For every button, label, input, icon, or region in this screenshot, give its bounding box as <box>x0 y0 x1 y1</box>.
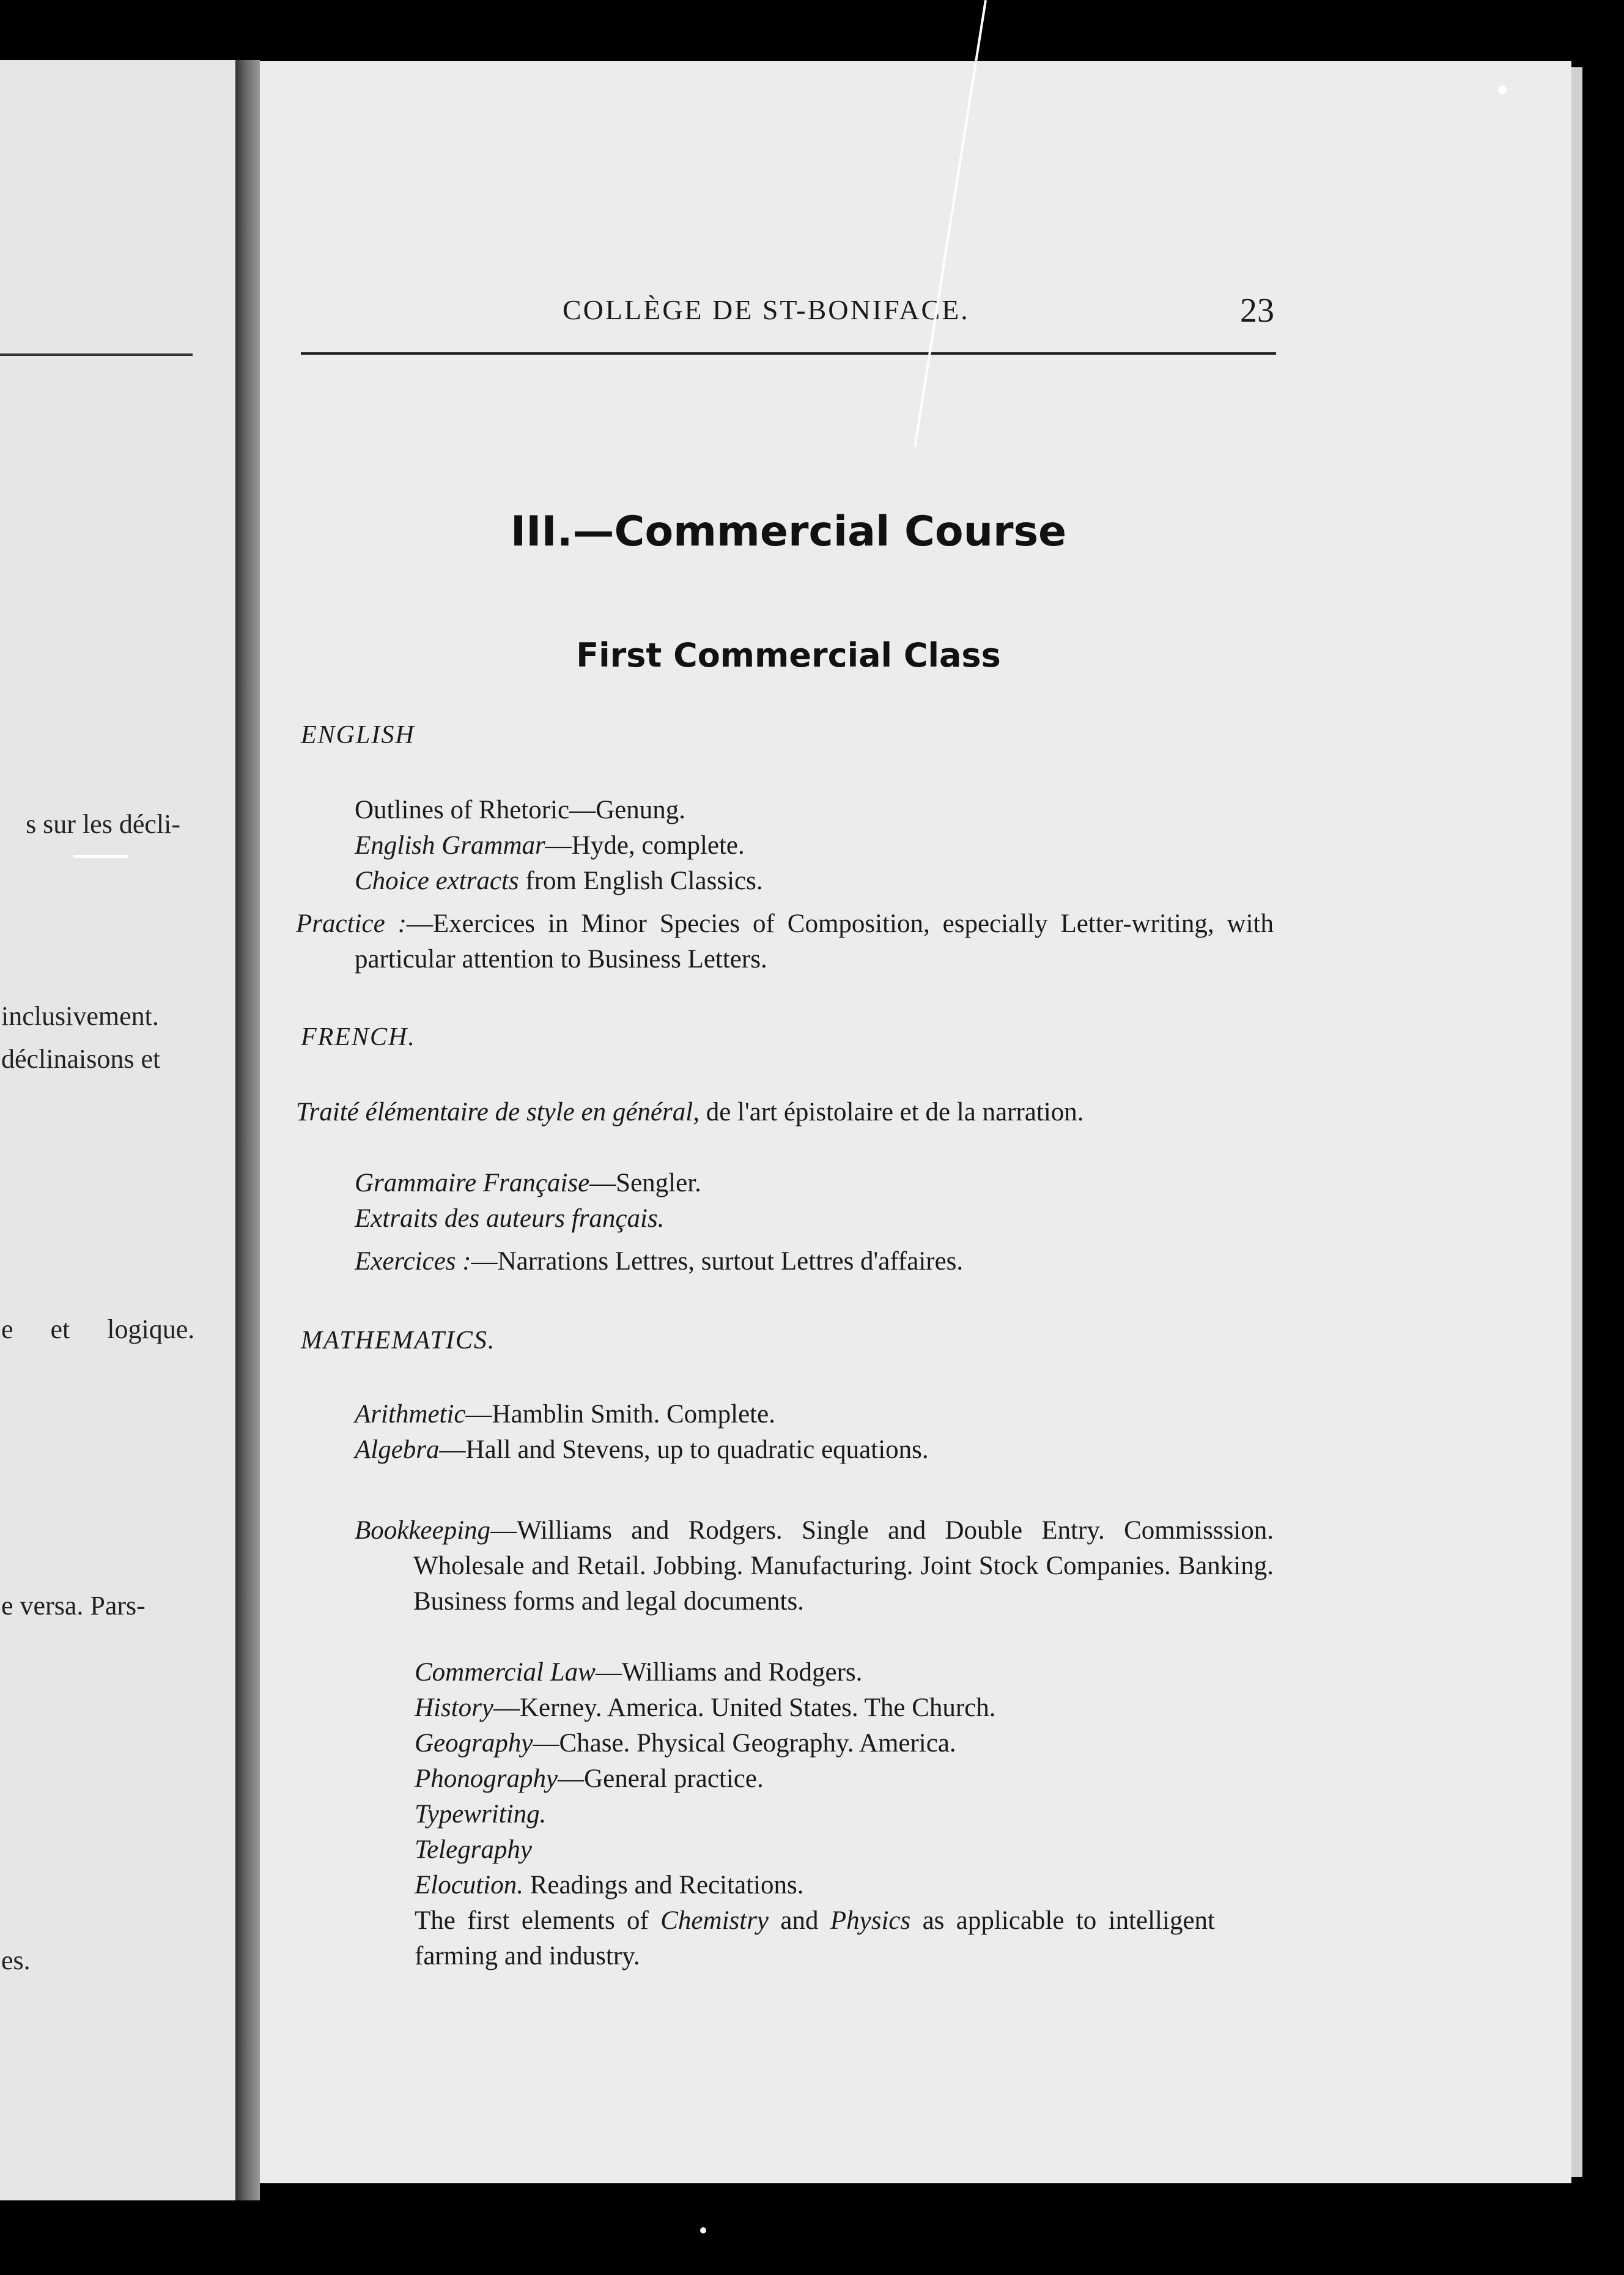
geography-line <box>415 1726 956 1761</box>
typewriting-line <box>415 1797 546 1832</box>
running-head: COLLÈGE DE ST-BONIFACE. <box>563 294 970 325</box>
facing-page-fragment: inclusivement. <box>1 1001 159 1031</box>
facing-page-fragment: e et logique. <box>1 1314 195 1344</box>
text: as applicable to intelligent farming and industry. <box>415 1906 1215 1970</box>
text: —Sengler. <box>589 1169 701 1197</box>
english-practice-paragraph <box>296 906 1274 977</box>
facing-page-fragment: déclinaisons et <box>1 1044 161 1074</box>
english-grammar-line <box>355 828 745 864</box>
subject-label: Phonography <box>415 1764 558 1793</box>
subject-label: Telegraphy <box>415 1835 532 1864</box>
english-heading: ENGLISH <box>301 721 415 749</box>
french-style-paragraph <box>296 1095 1274 1130</box>
subject-label: Physics <box>830 1906 911 1935</box>
subject-label: Chemistry <box>660 1906 769 1935</box>
page-title: III.—Commercial Course <box>510 508 1067 556</box>
text: from English Classics. <box>519 867 763 895</box>
text: —Williams and Rodgers. <box>595 1658 863 1687</box>
page-edge <box>1571 67 1582 2177</box>
mathematics-heading: MATHEMATICS. <box>301 1326 496 1355</box>
text: Outlines of Rhetoric—Genung. <box>355 796 685 824</box>
sciences-paragraph <box>415 1903 1215 1974</box>
subject-label: Extraits des auteurs français. <box>355 1204 665 1233</box>
french-heading: FRENCH. <box>301 1023 416 1051</box>
english-extracts-line <box>355 864 763 899</box>
french-grammar-line <box>355 1166 701 1201</box>
text: The first elements of <box>415 1906 661 1935</box>
book-binding <box>235 60 260 2200</box>
facing-page-fragment: e versa. Pars- <box>1 1591 146 1621</box>
text: —Hyde, complete. <box>545 831 745 860</box>
text: and <box>769 1906 830 1935</box>
scan-scratch <box>73 855 128 858</box>
section-subtitle: First Commercial Class <box>576 636 1001 675</box>
elocution-line <box>415 1868 804 1903</box>
telegraphy-line <box>415 1832 532 1868</box>
french-exercices-line <box>355 1244 963 1279</box>
header-rule <box>301 352 1276 355</box>
text: Readings and Recitations. <box>523 1871 804 1900</box>
subject-label: Elocution. <box>415 1871 523 1900</box>
text: —Kerney. America. United States. The Church. <box>493 1693 996 1722</box>
subject-label: Commercial Law <box>415 1658 596 1687</box>
subject-label: Practice : <box>296 909 407 938</box>
french-extracts-line <box>355 1201 664 1237</box>
page-number: 23 <box>1240 292 1274 330</box>
subject-label: History <box>415 1693 493 1722</box>
commercial-law-line <box>415 1655 862 1690</box>
subject-label: Typewriting. <box>415 1800 547 1829</box>
subject-label: Choice extracts <box>355 867 519 895</box>
english-rhetoric-line <box>355 793 685 828</box>
facing-page-fragment: s sur les décli- <box>26 809 180 839</box>
subject-label: Bookkeeping <box>355 1516 491 1545</box>
text: —Hamblin Smith. Complete. <box>465 1400 775 1429</box>
subject-label: Exercices : <box>355 1247 471 1276</box>
phonography-line <box>415 1761 764 1797</box>
text: de l'art épistolaire et de la narration. <box>699 1098 1084 1126</box>
facing-page <box>0 60 235 2200</box>
text: —Chase. Physical Geography. America. <box>533 1729 956 1758</box>
subject-label: Grammaire Française <box>355 1169 590 1197</box>
subject-label: Traité élémentaire de style en général, <box>296 1098 699 1126</box>
text: —Williams and Rodgers. Single and Double Entry. Commisssion. Wholesale and Retail. Jobbing. Manufacturing. Joint Stock Companies. Banking. Business forms and legal documents. <box>413 1516 1274 1616</box>
subject-label: Algebra <box>355 1435 440 1464</box>
subject-label: Arithmetic <box>355 1400 466 1429</box>
dust-speck <box>700 2227 706 2233</box>
text: —Exercices in Minor Species of Composition, especially Letter-writing, with particular attention to Business Letters. <box>355 909 1274 974</box>
text: —Narrations Lettres, surtout Lettres d'affaires. <box>471 1247 964 1276</box>
math-algebra-line <box>355 1432 929 1468</box>
subject-label: Geography <box>415 1729 533 1758</box>
math-arithmetic-line <box>355 1397 775 1432</box>
facing-page-fragment: es. <box>1 1945 31 1975</box>
history-line <box>415 1690 996 1726</box>
text: —General practice. <box>558 1764 764 1793</box>
text: —Hall and Stevens, up to quadratic equations. <box>439 1435 929 1464</box>
subject-label: English Grammar <box>355 831 545 860</box>
bookkeeping-paragraph <box>355 1513 1274 1619</box>
facing-page-rule <box>0 353 193 356</box>
dust-speck <box>1498 86 1507 94</box>
